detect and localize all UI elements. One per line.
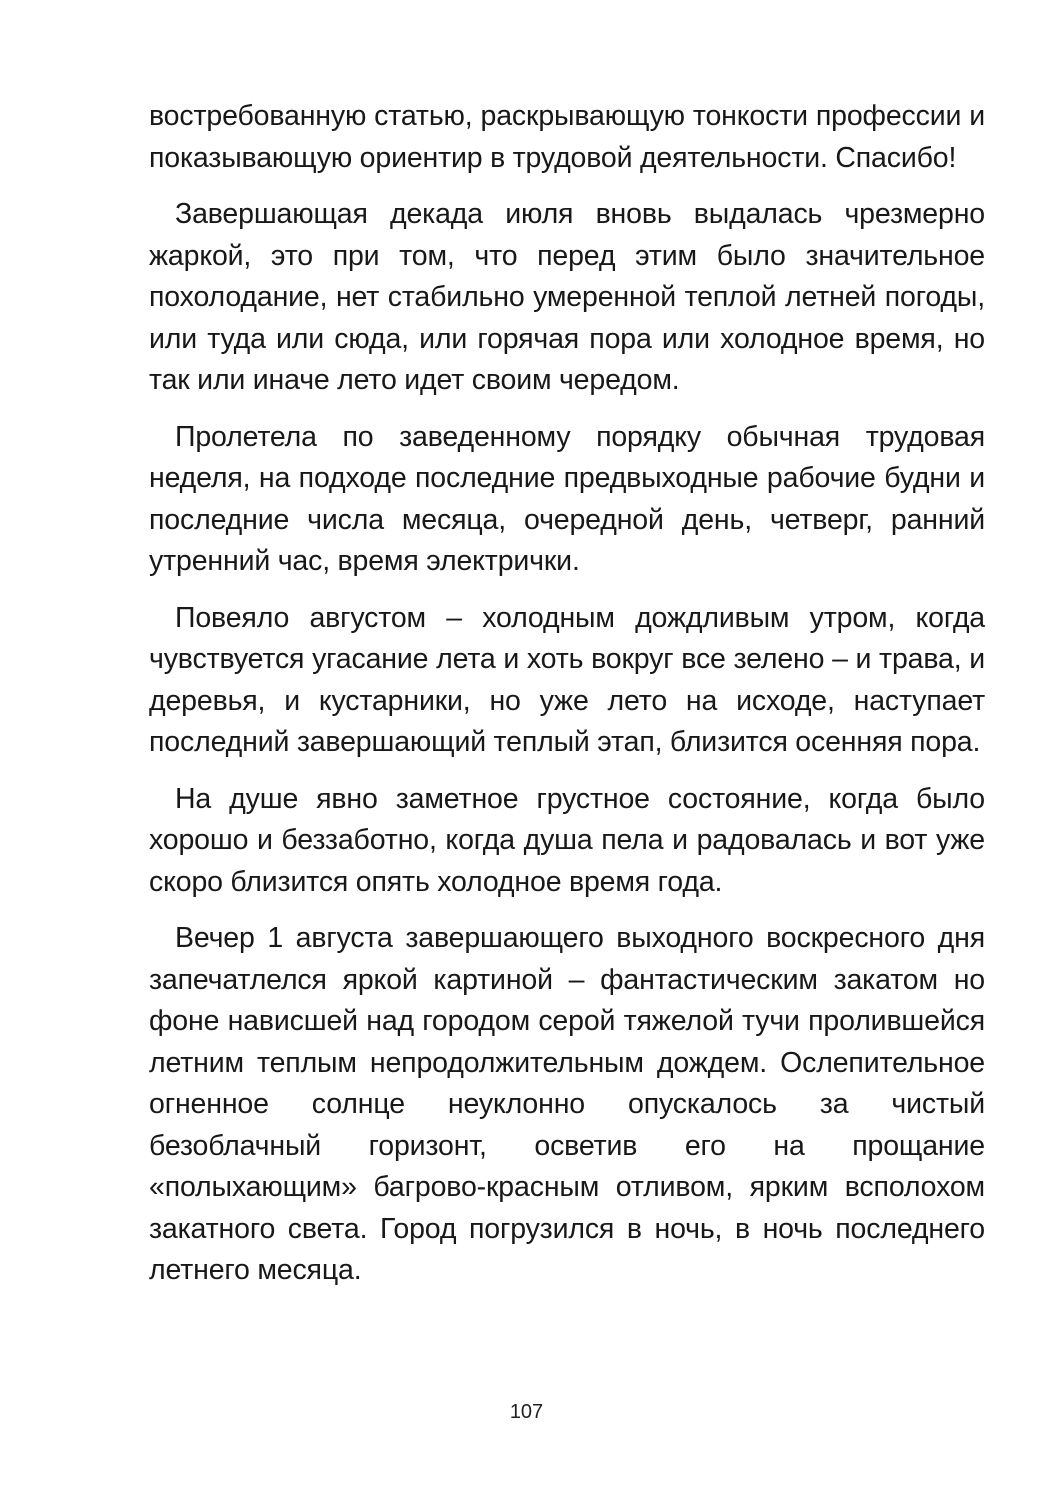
body-paragraph: На душе явно заметное грустное состояние, когда было хорошо и беззаботно, когда душа пела и радовалась и вот уже скоро близится опять холодное время года. (149, 782, 985, 898)
page-text-column (149, 96, 985, 1292)
body-paragraph: Вечер 1 августа завершающего выходного воскресного дня запечатлелся яркой картиной – фантастическим закатом но фоне нависшей над городом серой тяжелой тучи пролившейся летним теплым непродолжительным дождем. Ослепительное огненное солнце неуклонно опускалось за чистый безоблачный горизонт, осветив его на прощание «полыхающим» багрово-красным отливом, ярким всполохом закатного света. Город погрузился в ночь, в ночь последнего летнего месяца. (149, 922, 985, 1286)
body-paragraph: востребованную статью, раскрывающую тонкости профессии и показывающую ориентир в трудовой деятельности. Спасибо! (149, 100, 985, 174)
body-paragraph: Повеяло августом – холодным дождливым утром, когда чувствуется угасание лета и хоть вокруг все зелено – и трава, и деревья, и кустарники, но уже лето на исходе, наступает последний завершающий теплый этап, близится осенняя пора. (149, 601, 985, 758)
page-number: 107 (509, 1401, 544, 1423)
body-paragraph: Пролетела по заведенному порядку обычная трудовая неделя, на подходе последние предвыходные рабочие будни и последние числа месяца, очередной день, четверг, ранний утренний час, время электрички. (149, 420, 985, 577)
body-paragraph: Завершающая декада июля вновь выдалась чрезмерно жаркой, это при том, что перед этим было значительное похолодание, нет стабильно умеренной теплой летней погоды, или туда или сюда, или горячая пора или холодное время, но так или иначе лето идет своим чередом. (149, 198, 985, 396)
